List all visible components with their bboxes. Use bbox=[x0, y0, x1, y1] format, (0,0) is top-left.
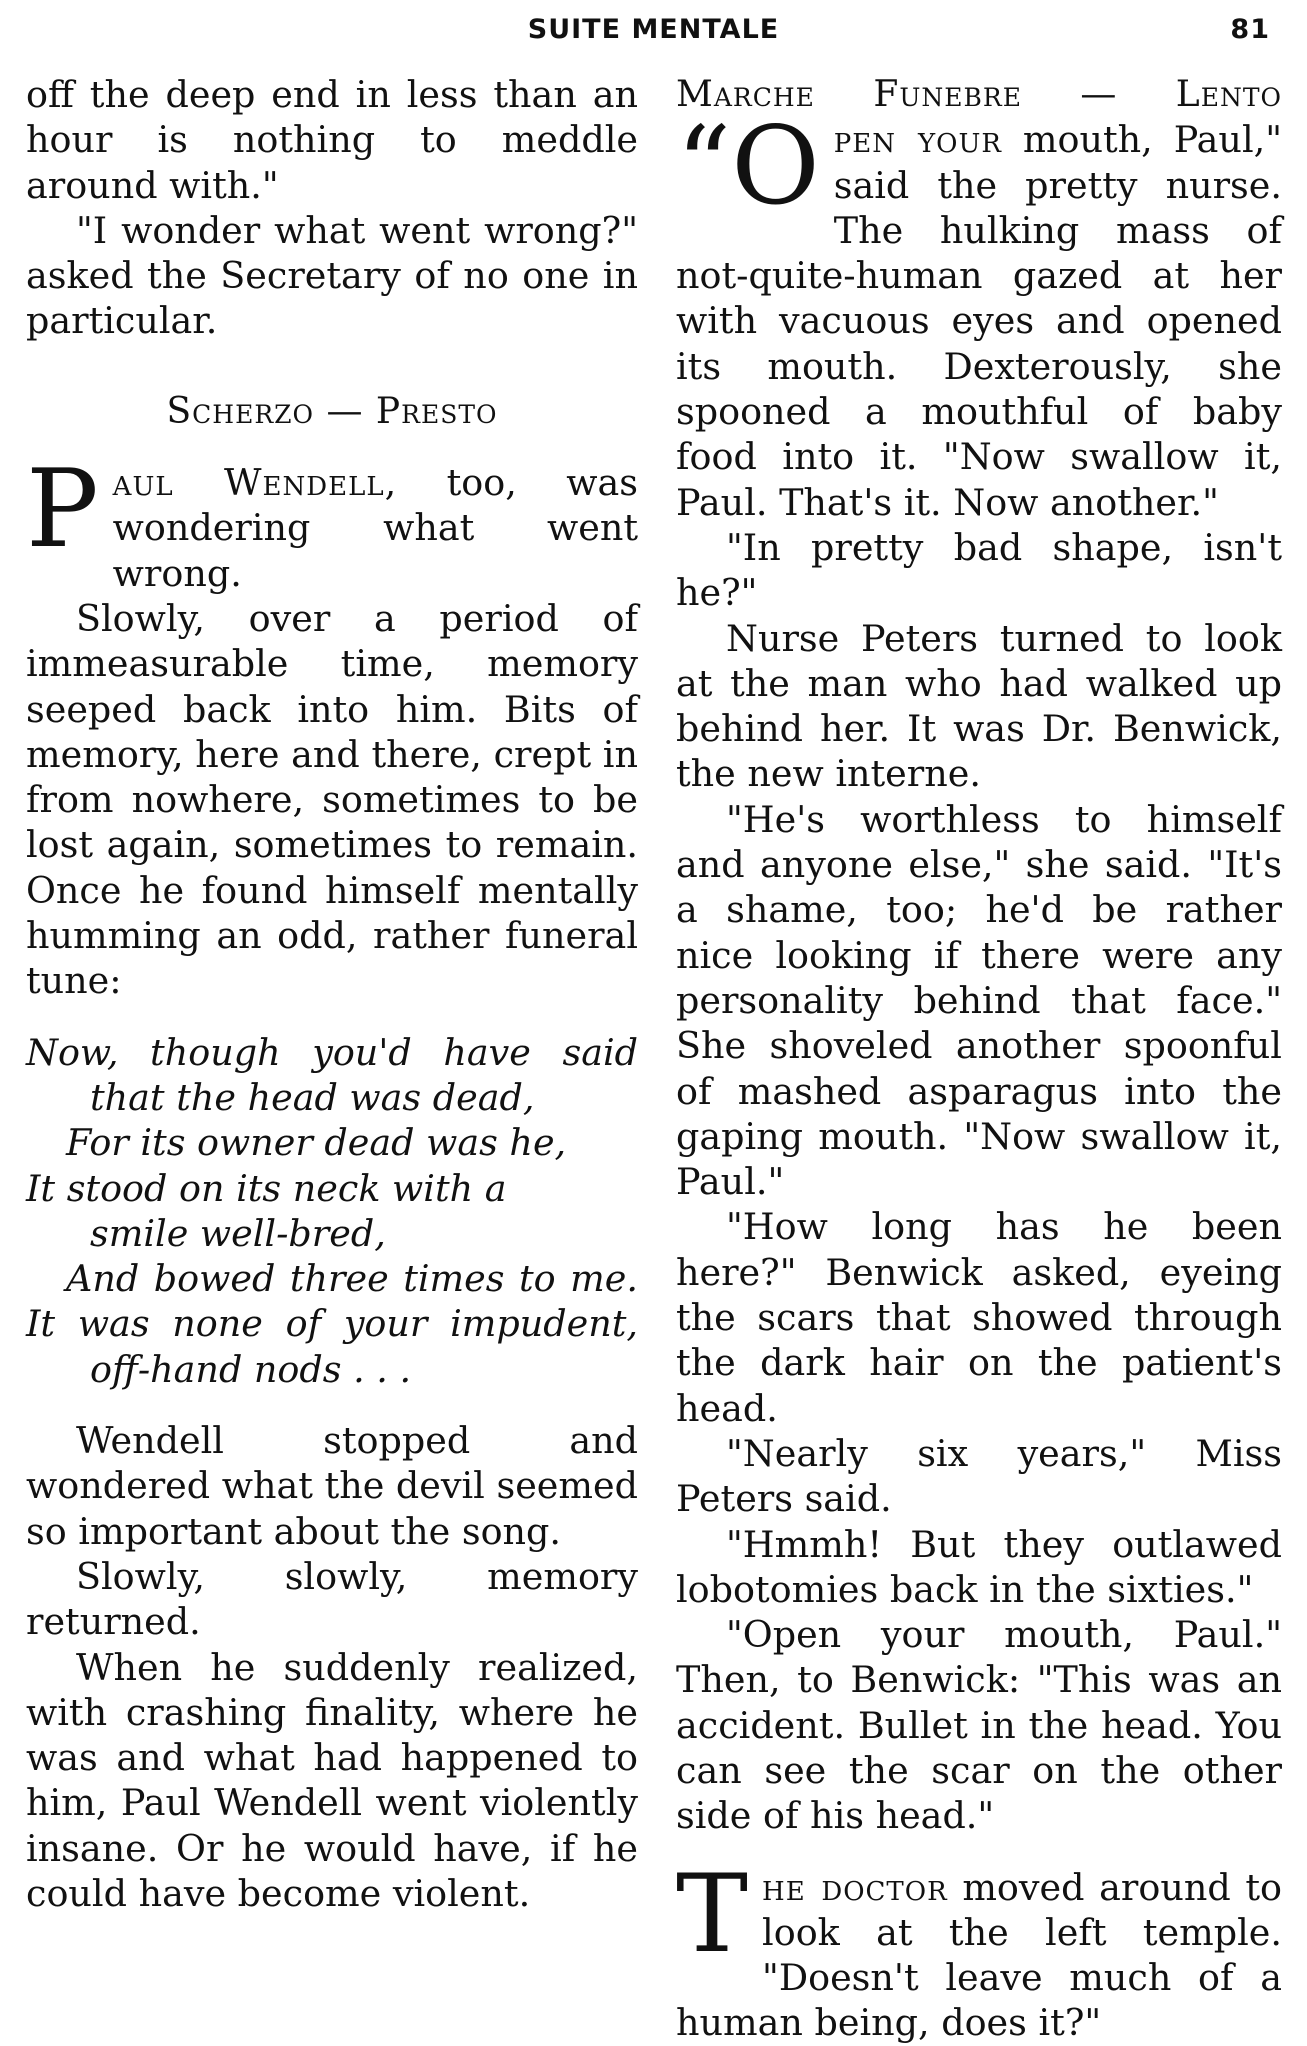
paragraph-dropcap bbox=[26, 447, 638, 596]
paragraph: "I wonder what went wrong?" asked the Secretary of no one in particular. bbox=[26, 208, 638, 343]
paragraph-text: too, was wondering what went wrong. bbox=[112, 461, 638, 595]
section-title-marche: Marche Funebre — Lento bbox=[676, 74, 1282, 115]
spacer bbox=[26, 1392, 638, 1418]
paragraph: Slowly, slowly, memory returned. bbox=[26, 1554, 638, 1644]
paragraph: "Hmmh! But they outlawed lobotomies back in the sixties." bbox=[676, 1522, 1282, 1611]
small-caps-lead: pen your bbox=[833, 118, 1002, 162]
poem-line: that the head was dead, bbox=[90, 1075, 535, 1119]
poem-line: And bowed three times to me. bbox=[66, 1257, 638, 1301]
paragraph: When he suddenly realized, with crashing finality, where he was and what had happened to him, Paul Wendell went violently insane. Or he would have, if he could have become violent. bbox=[26, 1645, 638, 1915]
paragraph: Wendell stopped and wondered what the devil seemed so important about the song. bbox=[26, 1419, 638, 1553]
page-header bbox=[0, 14, 1270, 58]
spacer bbox=[676, 1839, 1282, 1865]
small-caps-lead: he doctor bbox=[762, 1865, 948, 1909]
paragraph-dropcap bbox=[676, 104, 1283, 525]
paragraph: "How long has he been here?" Benwick asked, eyeing the scars that showed through the dark hair on the patient's head. bbox=[676, 1205, 1282, 1430]
paragraph: "He's worthless to himself and anyone else," she said. "It's a shame, too; he'd be rather nice looking if there were any personality behind that face." She shoveled another spoonful of mashed asparagus into the gaping mouth. "Now swallow it, Paul." bbox=[676, 797, 1282, 1204]
small-caps-lead: aul Wendell, bbox=[112, 461, 398, 505]
paragraph: "Nearly six years," Miss Peters said. bbox=[676, 1431, 1282, 1521]
drop-cap bbox=[676, 104, 820, 230]
page-number: 81 bbox=[1230, 14, 1270, 45]
running-title: SUITE MENTALE bbox=[527, 14, 780, 45]
right-column bbox=[676, 72, 1282, 2046]
spacer bbox=[26, 1004, 638, 1030]
paragraph: "In pretty bad shape, isn't he?" bbox=[676, 525, 1282, 615]
paragraph-dropcap bbox=[676, 1851, 1283, 2046]
poem-line: smile well-bred, bbox=[90, 1211, 386, 1255]
paragraph: Slowly, over a period of immeasurable time, memory seeped back into him. Bits of memory, here and there, crept in from nowhere, sometimes to be lost again, sometimes to remain. Once he found himself mentally humming an odd, rather funeral tune: bbox=[26, 596, 638, 1003]
paragraph: off the deep end in less than an hour is nothing to meddle around with." bbox=[26, 73, 638, 207]
drop-cap: P bbox=[26, 447, 99, 573]
drop-cap-letter: O bbox=[731, 104, 820, 230]
paragraph: Nurse Peters turned to look at the man who had walked up behind her. It was Dr. Benwick, the new interne. bbox=[676, 616, 1282, 796]
poem-line: Now, though you'd have said bbox=[26, 1030, 638, 1074]
poem-line: off-hand nods . . . bbox=[90, 1347, 412, 1391]
poem-line: It was none of your impudent, bbox=[26, 1302, 638, 1346]
paragraph-text: moved around to look at the left temple. "Doesn't leave much of a human being, does it?" bbox=[676, 1865, 1283, 2045]
poem-line: It stood on its neck with a bbox=[26, 1166, 507, 1210]
spacer bbox=[26, 344, 638, 389]
left-column bbox=[26, 72, 638, 1916]
section-title-scherzo: Scherzo — Presto bbox=[166, 390, 498, 432]
open-quote: “ bbox=[676, 104, 732, 230]
paragraph: "Open your mouth, Paul." Then, to Benwick: "This was an accident. Bullet in the head. You can see the scar on the other side of his head." bbox=[676, 1613, 1282, 1838]
drop-cap: T bbox=[676, 1851, 749, 1977]
poem-verse bbox=[26, 1030, 638, 1392]
spacer bbox=[26, 434, 638, 460]
paragraph-text: mouth, Paul," said the pretty nurse. The hulking mass of not-quite-human gazed at her with vacuous eyes and opened its mouth. Dexterously, she spooned a mouthful of baby food into it. "Now swallow it, Paul. That's it. Now another." bbox=[676, 118, 1283, 524]
poem-line: For its owner dead was he, bbox=[66, 1121, 567, 1165]
